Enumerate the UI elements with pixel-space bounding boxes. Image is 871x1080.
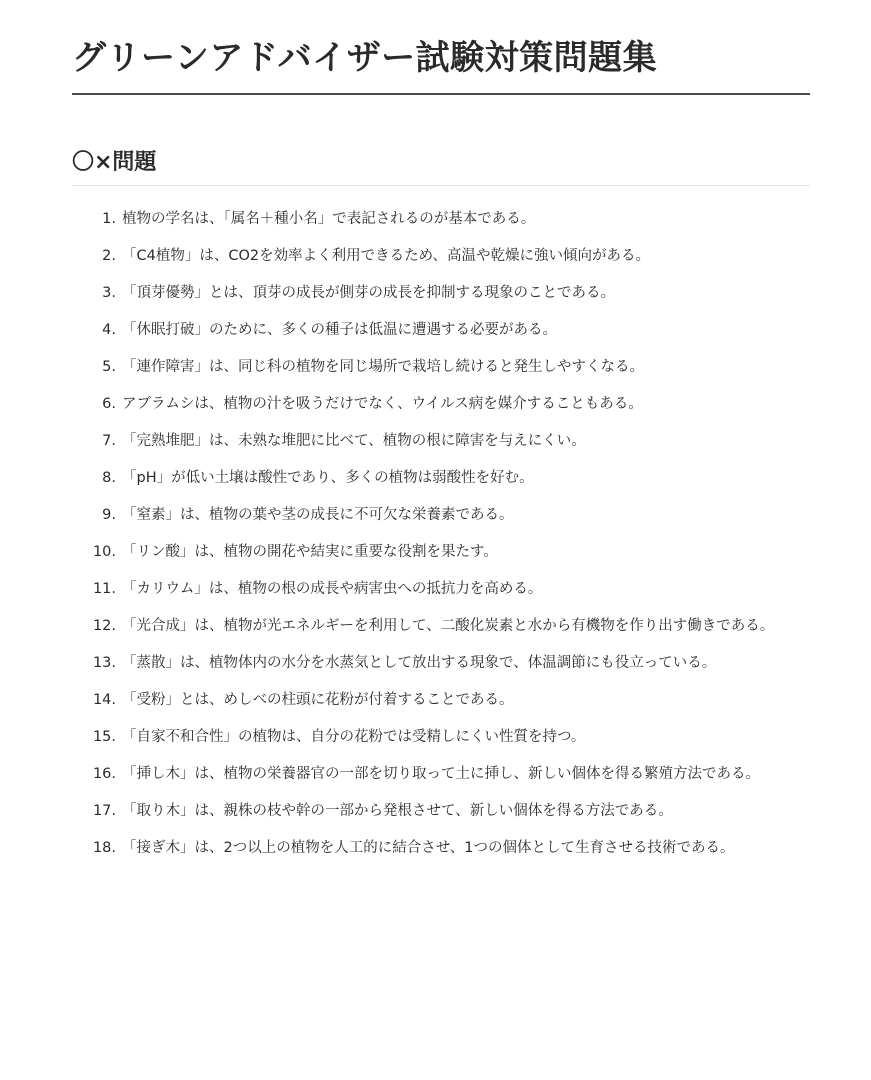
question-number: 1. — [102, 211, 116, 227]
question-number: 13. — [92, 655, 116, 671]
question-text: 「光合成」は、植物が光エネルギーを利用して、二酸化炭素と水から有機物を作り出す働きである。 — [122, 618, 775, 634]
question-number: 5. — [102, 359, 116, 375]
question-number: 3. — [102, 285, 116, 301]
question-number: 17. — [92, 803, 116, 819]
question-number: 8. — [102, 470, 116, 486]
question-number: 11. — [92, 581, 116, 597]
question-item — [84, 649, 800, 677]
question-text: 「接ぎ木」は、2つ以上の植物を人工的に結合させ、1つの個体として生育させる技術である。 — [122, 840, 735, 856]
question-text: 「頂芽優勢」とは、頂芽の成長が側芽の成長を抑制する現象のことである。 — [122, 285, 615, 301]
question-number: 9. — [102, 507, 116, 523]
question-text: 「連作障害」は、同じ科の植物を同じ場所で栽培し続けると発生しやすくなる。 — [122, 359, 644, 375]
question-number: 2. — [102, 248, 116, 264]
question-text: 「リン酸」は、植物の開花や結実に重要な役割を果たす。 — [122, 544, 498, 560]
question-item — [84, 760, 800, 788]
question-text: 「休眠打破」のために、多くの種子は低温に遭遇する必要がある。 — [122, 322, 557, 338]
question-text: 植物の学名は、「属名＋種小名」で表記されるのが基本である。 — [122, 211, 536, 227]
question-item — [84, 390, 800, 418]
question-text: 「受粉」とは、めしべの柱頭に花粉が付着することである。 — [122, 692, 514, 708]
question-number: 12. — [92, 618, 116, 634]
question-text: 「C4植物」は、CO2を効率よく利用できるため、高温や乾燥に強い傾向がある。 — [122, 248, 651, 264]
question-text: 「蒸散」は、植物体内の水分を水蒸気として放出する現象で、体温調節にも役立っている。 — [122, 655, 717, 671]
question-item — [84, 538, 800, 566]
question-item — [84, 205, 800, 233]
question-text: 「完熟堆肥」は、未熟な堆肥に比べて、植物の根に障害を与えにくい。 — [122, 433, 586, 449]
question-item — [84, 575, 800, 603]
question-item — [84, 427, 800, 455]
question-list — [84, 205, 800, 871]
question-item — [84, 612, 800, 640]
question-number: 4. — [102, 322, 116, 338]
question-number: 15. — [92, 729, 116, 745]
question-item — [84, 279, 800, 307]
page-title: グリーンアドバイザー試験対策問題集 — [72, 38, 658, 78]
question-item — [84, 686, 800, 714]
section-heading: 〇×問題 — [72, 150, 157, 175]
question-text: アブラムシは、植物の汁を吸うだけでなく、ウイルス病を媒介することもある。 — [122, 396, 643, 412]
question-number: 18. — [92, 840, 116, 856]
title-divider — [72, 93, 810, 95]
question-number: 14. — [92, 692, 116, 708]
question-item — [84, 242, 800, 270]
question-item — [84, 834, 800, 862]
question-text: 「pH」が低い土壌は酸性であり、多くの植物は弱酸性を好む。 — [122, 470, 534, 486]
question-number: 6. — [102, 396, 116, 412]
question-item — [84, 316, 800, 344]
question-number: 16. — [92, 766, 116, 782]
question-item — [84, 464, 800, 492]
question-item — [84, 723, 800, 751]
question-item — [84, 353, 800, 381]
question-text: 「窒素」は、植物の葉や茎の成長に不可欠な栄養素である。 — [122, 507, 514, 523]
section-divider — [72, 185, 810, 186]
question-text: 「挿し木」は、植物の栄養器官の一部を切り取って土に挿し、新しい個体を得る繁殖方法である。 — [122, 766, 760, 782]
question-number: 7. — [102, 433, 116, 449]
question-number: 10. — [92, 544, 116, 560]
question-text: 「カリウム」は、植物の根の成長や病害虫への抵抗力を高める。 — [122, 581, 543, 597]
question-text: 「取り木」は、親株の枝や幹の一部から発根させて、新しい個体を得る方法である。 — [122, 803, 673, 819]
question-text: 「自家不和合性」の植物は、自分の花粉では受精しにくい性質を持つ。 — [122, 729, 586, 745]
question-item — [84, 797, 800, 825]
question-item — [84, 501, 800, 529]
